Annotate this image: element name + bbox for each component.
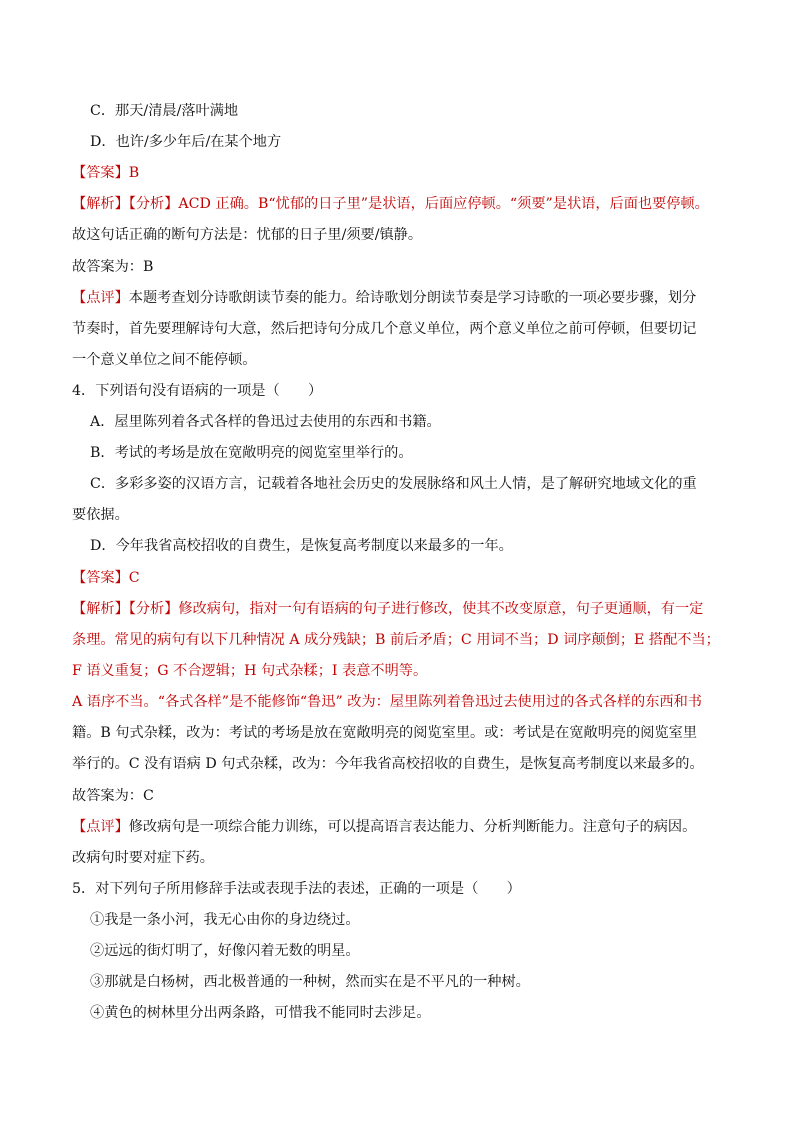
q4-stem: 4．下列语句没有语病的一项是（ ） [72,383,323,399]
q3-answer [72,163,734,183]
q3-analysis-line-2: 故这句话正确的断句方法是：忧郁的日子里/须要/镇静。 [72,227,423,243]
q4-answer [72,568,734,588]
q4-option-a: A．屋里陈列着各式各样的鲁迅过去使用的东西和书籍。 [90,414,441,430]
q5-item-3: ③那就是白杨树，西北极普通的一种树，然而实在是不平凡的一种树。 [90,974,530,990]
comment-text: 修改病句是一项综合能力训练，可以提高语言表达能力、分析判断能力。注意句子的病因。 [128,819,697,835]
answer-value: B [128,165,140,181]
q4-conclusion: 故答案为：C [72,788,154,804]
q3-comment-line-3: 一个意义单位之间不能停顿。 [72,352,257,368]
answer-tag: 【答案】 [72,570,129,586]
q4-option-c-line-2: 要依据。 [72,507,129,523]
answer-tag: 【答案】 [72,165,129,181]
q4-analysis-line-3: F 语义重复；G 不合逻辑；H 句式杂糅；I 表意不明等。 [72,663,428,679]
analysis-text: ACD 正确。B“忧郁的日子里”是状语，后面应停顿。“须要”是状语，后面也要停顿。 [178,196,709,212]
q4-option-b: B．考试的考场是放在宽敞明亮的阅览室里举行的。 [90,445,413,461]
comment-tag: 【点评】 [72,290,129,306]
q3-comment-line-1 [72,288,734,308]
q5-item-1: ①我是一条小河，我无心由你的身边绕过。 [90,912,360,928]
q4-comment-line-1 [72,817,734,837]
q3-option-c: C．那天/清晨/落叶满地 [90,103,239,119]
analysis-text: 修改病句，指对一句有语病的句子进行修改，使其不改变原意，句子更通顺，有一定 [178,601,704,617]
q4-analysis-line-1 [72,599,734,619]
q4-analysis-line-4: A 语序不当。“各式各样”是不能修饰“鲁迅” 改为：屋里陈列着鲁迅过去使用过的各式各样的东西和书 [72,694,702,710]
q5-item-2: ②远远的街灯明了，好像闪着无数的明星。 [90,943,360,959]
q3-analysis-line-1 [72,194,734,214]
q4-comment-line-2: 改病句时要对症下药。 [72,850,214,866]
analysis-tag: 【解析】【分析】 [72,601,179,617]
comment-tag: 【点评】 [72,819,129,835]
q4-analysis-line-6: 举行的。C 没有语病 D 句式杂糅，改为：今年我省高校招收的自费生，是恢复高考制度以来最多的。 [72,756,704,772]
q3-option-d: D．也许/多少年后/在某个地方 [90,134,282,150]
q4-option-d: D．今年我省高校招收的自费生，是恢复高考制度以来最多的一年。 [90,538,513,554]
q4-analysis-line-5: 籍。B 句式杂糅，改为：考试的考场是放在宽敞明亮的阅览室里。或：考试是在宽敞明亮的阅览室里 [72,725,698,741]
analysis-tag: 【解析】【分析】 [72,196,179,212]
comment-text: 本题考查划分诗歌朗读节奏的能力。给诗歌划分朗读节奏是学习诗歌的一项必要步骤，划分 [128,290,697,306]
q5-stem: 5．对下列句子所用修辞手法或表现手法的表述，正确的一项是（ ） [72,881,521,897]
q5-item-4: ④黄色的树林里分出两条路，可惜我不能同时去涉足。 [90,1005,431,1021]
q4-option-c-line-1: C．多彩多姿的汉语方言，记载着各地社会历史的发展脉络和风土人情，是了解研究地域文化的重 [90,476,697,492]
q4-analysis-line-2: 条理。常见的病句有以下几种情况 A 成分残缺；B 前后矛盾；C 用词不当；D 词序颠倒；E 搭配不当； [72,632,720,648]
q3-conclusion: 故答案为：B [72,259,154,275]
q3-comment-line-2: 节奏时，首先要理解诗句大意，然后把诗句分成几个意义单位，两个意义单位之前可停顿，但要切记 [72,321,697,337]
answer-value: C [128,570,140,586]
